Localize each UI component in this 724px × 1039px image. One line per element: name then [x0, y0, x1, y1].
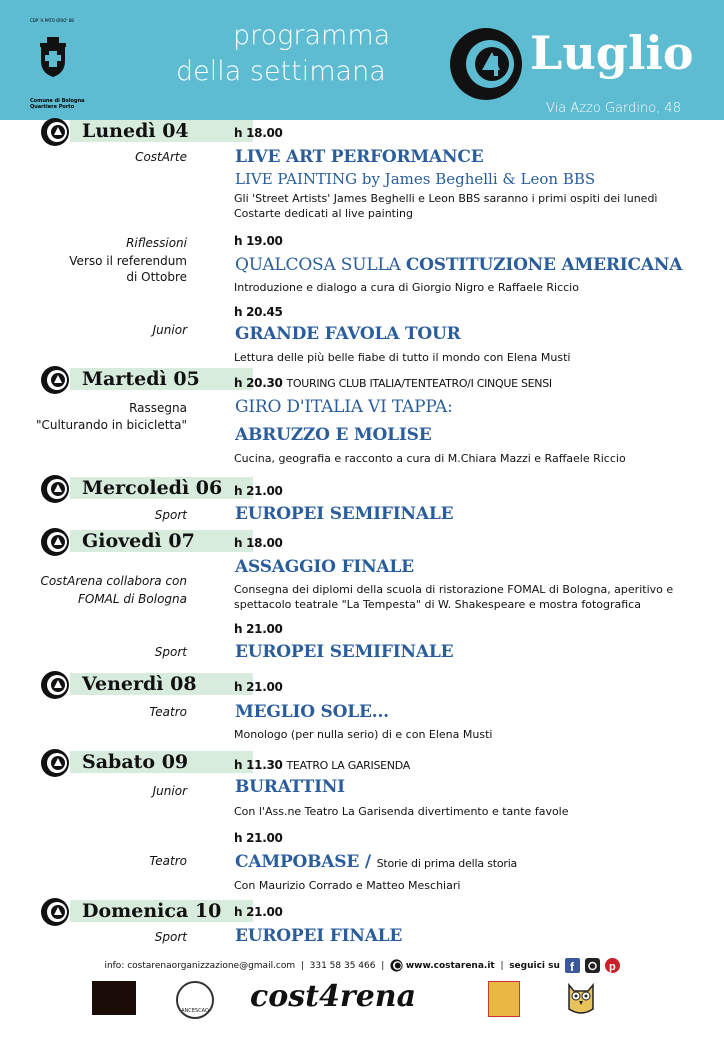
event-description: Consegna dei diplomi della scuola di ristorazione FOMAL di Bologna, aperitivo e spettacolo teatrale "La Tempesta" di W. Shakespeare e mostra fotografica	[234, 583, 674, 611]
event-title	[235, 852, 517, 872]
brand-text: cost4rena	[250, 979, 417, 1014]
pinterest-icon[interactable]	[605, 958, 620, 973]
event-time: h 21.00	[234, 484, 283, 498]
costarena-day-icon	[40, 527, 70, 557]
costarena-day-icon	[40, 897, 70, 927]
costarena-day-icon	[40, 670, 70, 700]
event-title: ABRUZZO E MOLISE	[235, 425, 432, 445]
event-title	[235, 255, 682, 275]
event-description: Con Maurizio Corrado e Matteo Meschiari	[234, 879, 461, 892]
event-subtitle: LIVE PAINTING by James Beghelli & Leon BBS	[235, 170, 596, 188]
footer-website[interactable]: www.costarena.it	[405, 961, 495, 971]
event-title: EUROPEI SEMIFINALE	[235, 642, 454, 662]
event-category: CostArte	[135, 150, 187, 164]
partner-colored-logo	[488, 981, 520, 1017]
day-label: Mercoledì 06	[82, 477, 223, 499]
event-venue: TEATRO LA GARISENDA	[286, 759, 410, 772]
event-category-line3: di Ottobre	[126, 270, 187, 284]
event-description: Cucina, geografia e racconto a cura di M.Chiara Mazzi e Raffaele Riccio	[234, 452, 626, 465]
event-title: MEGLIO SOLE...	[235, 702, 389, 722]
event-category: Sport	[154, 508, 187, 522]
event-organizer: TOURING CLUB ITALIA/TENTEATRO/I CINQUE SENSI	[286, 377, 552, 390]
event-category: Junior	[152, 323, 187, 337]
event-category: Sport	[154, 930, 187, 944]
event-category: Rassegna	[129, 401, 187, 415]
event-description: Introduzione e dialogo a cura di Giorgio Nigro e Raffaele Riccio	[234, 281, 579, 294]
ancescao-label: ANCESCAO	[181, 1008, 209, 1014]
event-title: BURATTINI	[235, 777, 345, 797]
facebook-icon[interactable]	[565, 958, 580, 973]
owl-icon	[566, 979, 596, 1017]
event-category: CostArena collabora con	[40, 574, 187, 588]
event-title-tail: Storie di prima della storia	[376, 857, 518, 870]
svg-text:p: p	[608, 961, 616, 973]
event-time	[234, 758, 410, 772]
event-category-line2: "Culturando in bicicletta"	[35, 418, 187, 432]
event-title: EUROPEI FINALE	[235, 926, 403, 946]
footer-follow: seguici su	[509, 961, 560, 971]
footer-contact-line: info: costarenaorganizzazione@gmail.com | 331 58 35 466 | www.costarena.it | seguici su f p	[0, 958, 724, 973]
title-line-2: della settimana	[176, 56, 386, 87]
event-category-line2: Verso il referendum	[69, 254, 187, 268]
bologna-crest-icon	[36, 37, 70, 81]
costarena-day-icon	[40, 117, 70, 147]
day-label: Domenica 10	[82, 900, 222, 922]
event-time: h 19.00	[234, 234, 283, 248]
event-category-line2: FOMAL di Bologna	[77, 592, 187, 606]
event-time: h 20.45	[234, 305, 283, 319]
event-title: GRANDE FAVOLA TOUR	[235, 324, 461, 344]
costarena-logo-icon	[448, 26, 524, 102]
event-time: h 21.00	[234, 622, 283, 636]
costarena-day-icon	[40, 365, 70, 395]
event-category: Sport	[154, 645, 187, 659]
svg-text:f: f	[569, 960, 574, 973]
event-description: Con l'Ass.ne Teatro La Garisenda divertimento e tante favole	[234, 805, 569, 818]
costarena-wordmark	[250, 979, 416, 1014]
event-title: EUROPEI SEMIFINALE	[235, 504, 454, 524]
event-time: h 21.00	[234, 831, 283, 845]
event-title-light: GIRO D'ITALIA VI TAPPA:	[235, 397, 453, 417]
event-category: Teatro	[149, 854, 187, 868]
address: Via Azzo Gardino, 48	[546, 101, 681, 116]
event-description: Gli 'Street Artists' James Beghelli e Leon BBS saranno i primi ospiti dei lunedì Costarte dedicati al live painting	[234, 192, 658, 220]
day-label: Giovedì 07	[82, 530, 195, 552]
comune-label: Comune di Bologna	[30, 98, 85, 104]
month-title: Luglio	[530, 26, 694, 80]
ancescao-logo	[176, 981, 214, 1019]
event-time-value: h 20.30	[234, 376, 283, 390]
org-line: CDP 'A PATO ORIO' 88	[30, 18, 74, 23]
event-description: Lettura delle più belle fiabe di tutto il mondo con Elena Musti	[234, 351, 571, 364]
owl-logo-icon	[566, 979, 596, 1017]
partner-photo-logo	[92, 981, 136, 1015]
day-label: Sabato 09	[82, 751, 189, 773]
instagram-icon[interactable]	[585, 958, 600, 973]
event-title-light: QUALCOSA SULLA	[235, 255, 406, 275]
event-category: Riflessioni	[126, 236, 187, 250]
day-label: Martedì 05	[82, 368, 200, 390]
event-time	[234, 376, 552, 390]
event-title-main: CAMPOBASE /	[235, 852, 371, 872]
event-title-bold: COSTITUZIONE AMERICANA	[405, 255, 683, 275]
quartiere-label: Quartiere Porto	[30, 104, 75, 110]
costarena-day-icon	[40, 748, 70, 778]
event-category: Teatro	[149, 705, 187, 719]
title-line-1: programma	[233, 20, 391, 51]
event-time-value: h 11.30	[234, 758, 283, 772]
costarena-small-icon	[390, 959, 403, 972]
event-time: h 21.00	[234, 680, 283, 694]
footer-email[interactable]: info: costarenaorganizzazione@gmail.com	[104, 961, 296, 971]
event-time: h 21.00	[234, 905, 283, 919]
event-category: Junior	[152, 784, 187, 798]
event-time: h 18.00	[234, 536, 283, 550]
footer-phone: 331 58 35 466	[309, 961, 376, 971]
event-title: LIVE ART PERFORMANCE	[235, 147, 484, 167]
event-time: h 18.00	[234, 126, 283, 140]
event-description: Monologo (per nulla serio) di e con Elena Musti	[234, 728, 493, 741]
event-title: ASSAGGIO FINALE	[235, 557, 414, 577]
costarena-day-icon	[40, 474, 70, 504]
day-label: Venerdì 08	[82, 673, 197, 695]
day-label: Lunedì 04	[82, 120, 189, 142]
footer-logos	[0, 975, 724, 1020]
